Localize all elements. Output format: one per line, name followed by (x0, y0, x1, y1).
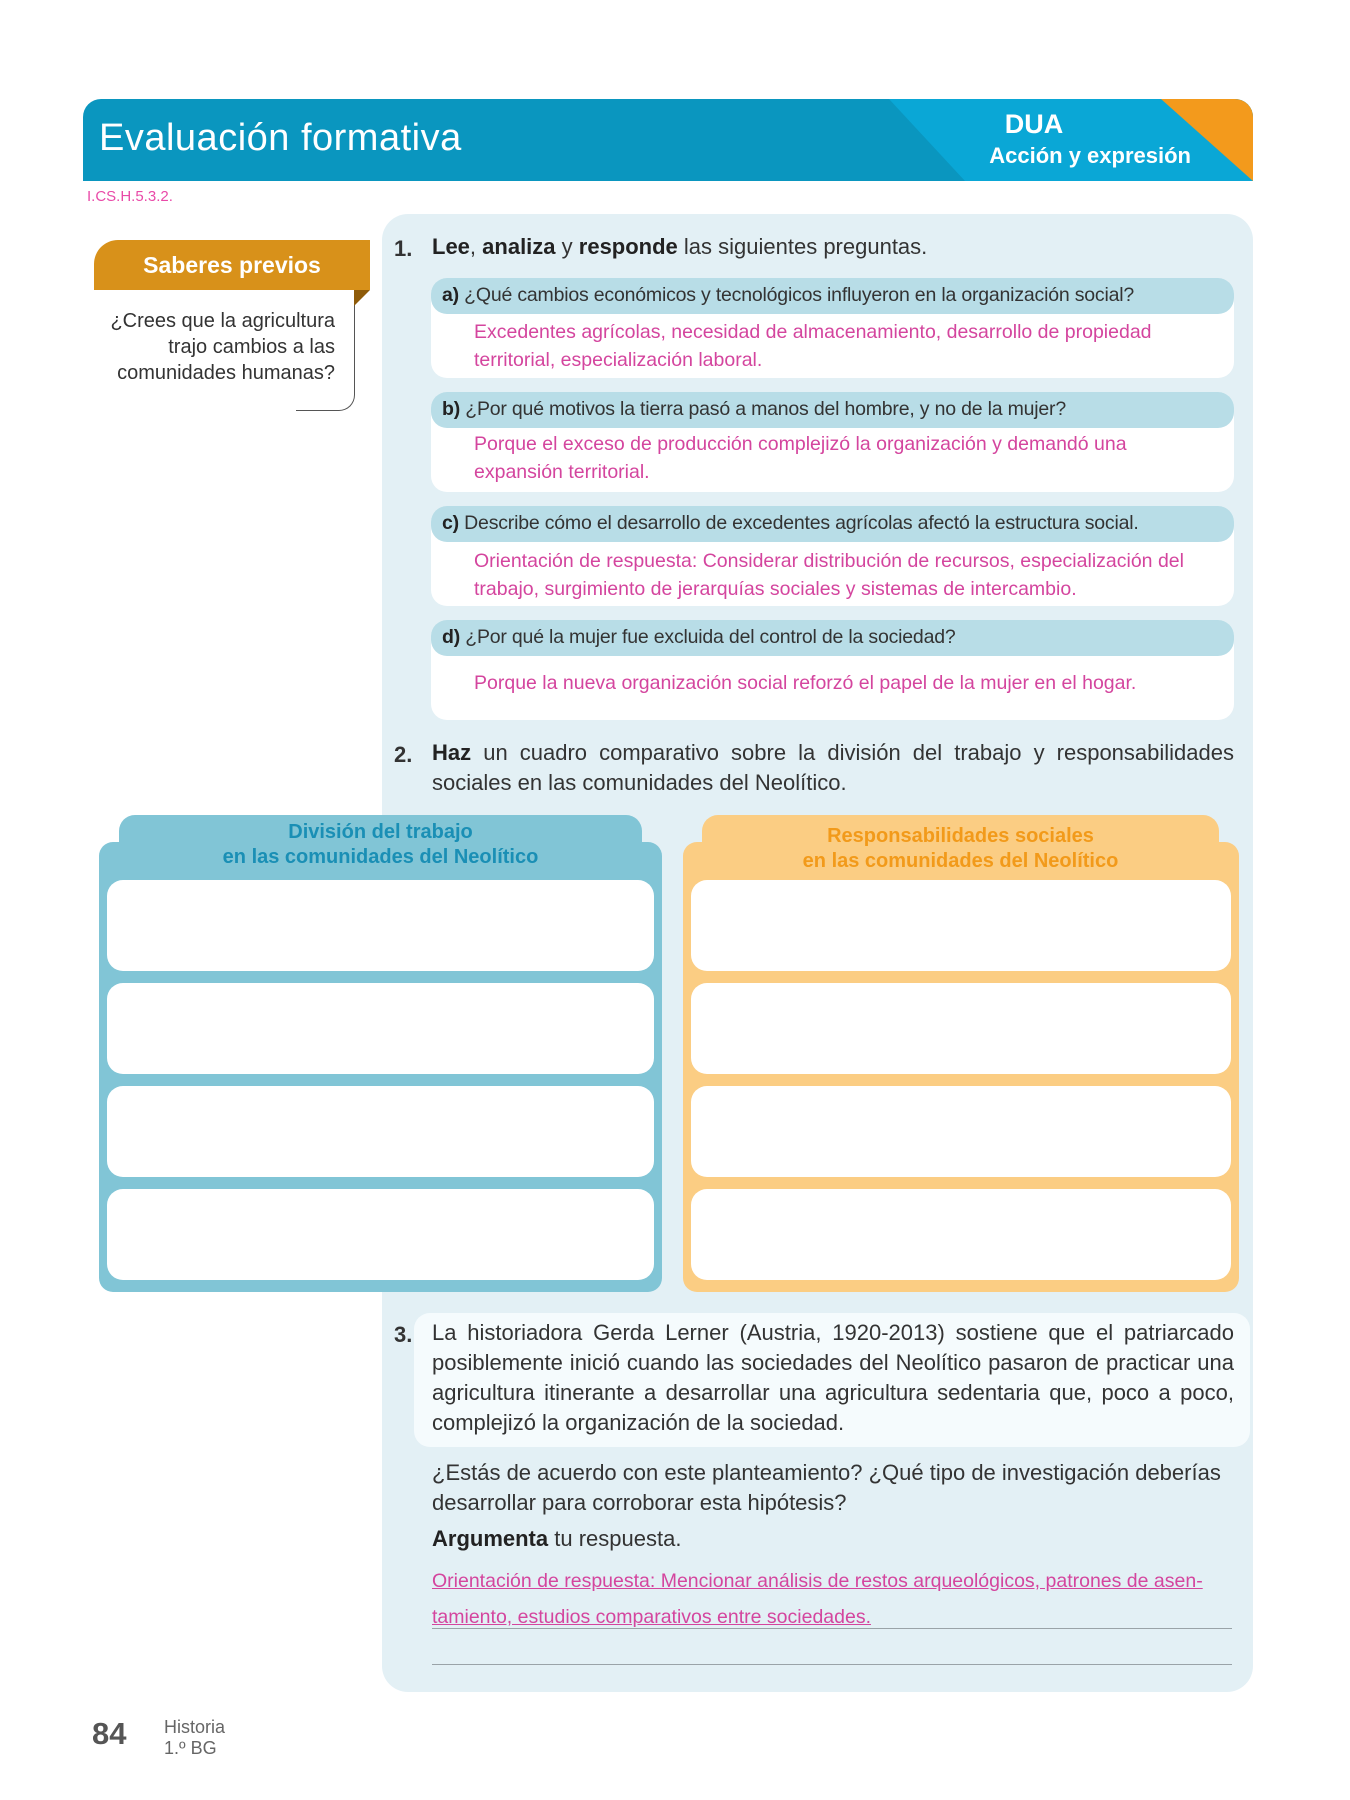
q1c-question (442, 512, 1139, 535)
table-left-header-line2: en las comunidades del Neolítico (222, 846, 539, 868)
q1-sep2: y (555, 234, 579, 259)
q3-verb-rest: tu respuesta. (548, 1526, 682, 1551)
table-right-cell-1[interactable] (691, 880, 1231, 971)
table-right-header-line1: Responsabilidades sociales (827, 825, 1094, 847)
table-left-cell-2[interactable] (107, 983, 654, 1074)
q1d-answer: Porque la nueva organización social reforzó el papel de la mujer en el hogar. (474, 672, 1137, 694)
table-right-header (702, 824, 1219, 874)
table-left-header (119, 820, 642, 870)
page-number: 84 (92, 1716, 127, 1751)
q1a-text: ¿Qué cambios económicos y tecnológicos influyeron en la organización social? (458, 284, 1135, 306)
q1b-answer: Porque el exceso de producción complejizó la organización y demandó una expansión territorial. (474, 433, 1127, 483)
saberes-question: ¿Crees que la agricultura trajo cambios a las comunidades humanas? (110, 310, 335, 384)
q1-verb-lee: Lee (432, 234, 470, 259)
footer-grade: 1.º BG (164, 1738, 217, 1758)
q1-verb-analiza: analiza (482, 234, 556, 259)
q1d-question (442, 626, 956, 649)
q1c-answer: Orientación de respuesta: Considerar distribución de recursos, especialización del trabajo, surgimiento de jerarquías sociales y sistemas de intercambio. (474, 550, 1184, 600)
q1-sep1: , (469, 234, 483, 259)
footer-subject (164, 1717, 225, 1759)
q3-quote: La historiadora Gerda Lerner (Austria, 1920-2013) sostiene que el patriarcado posiblemente inició cuando las sociedades del Neolítico pasaron de practicar una agricultura itinerante a desarrollar una agricultura sedentaria que, poco a poco, complejizó la organización de la sociedad. (432, 1320, 1234, 1435)
q1b-text: ¿Por qué motivos la tierra pasó a manos del hombre, y no de la mujer? (460, 398, 1066, 420)
page-header (83, 99, 1253, 181)
q3-answer-line1: Orientación de respuesta: Mencionar análisis de restos arqueológicos, patrones de asen- (432, 1570, 1203, 1592)
q1-instruction (432, 232, 1242, 262)
q1d-text: ¿Por qué la mujer fue excluida del control de la sociedad? (460, 626, 956, 648)
dua-title: DUA (1004, 109, 1064, 139)
q3-argumenta (432, 1524, 1234, 1554)
q1b-question (442, 398, 1066, 421)
q2-rest: un cuadro comparativo sobre la división del trabajo y responsabilidades sociales en las comunidades del Neolítico. (432, 740, 1234, 795)
q1d-letter: d) (442, 626, 461, 648)
q1a-question (442, 284, 1134, 307)
q3-verb: Argumenta (432, 1526, 549, 1551)
table-right-cell-3[interactable] (691, 1086, 1231, 1177)
q3-answer-line2: tamiento, estudios comparativos entre sociedades. (432, 1606, 871, 1628)
q3-prompt: ¿Estás de acuerdo con este planteamiento? ¿Qué tipo de investigación deberías desarrollar para corroborar esta hipótesis? (432, 1460, 1221, 1515)
q2-number: 2. (394, 742, 413, 767)
table-left-cell-4[interactable] (107, 1189, 654, 1280)
q2-verb: Haz (432, 740, 472, 765)
saberes-title: Saberes previos (143, 252, 321, 278)
q1-number: 1. (394, 236, 413, 261)
saberes-fold (354, 290, 370, 306)
q1c-letter: c) (442, 512, 459, 534)
indicator-code: I.CS.H.5.3.2. (87, 188, 173, 205)
dua-subtitle: Acción y expresión (989, 143, 1191, 168)
q3-number: 3. (394, 1322, 413, 1347)
q1-rest: las siguientes preguntas. (677, 234, 928, 259)
q3-write-line-2[interactable] (432, 1664, 1232, 1665)
table-left-header-line1: División del trabajo (288, 821, 473, 843)
table-right-cell-4[interactable] (691, 1189, 1231, 1280)
q3-write-line-1[interactable] (432, 1628, 1232, 1629)
q1a-letter: a) (442, 284, 459, 306)
q1b-letter: b) (442, 398, 461, 420)
q1-verb-responde: responde (578, 234, 678, 259)
table-left-cell-1[interactable] (107, 880, 654, 971)
table-right-header-line2: en las comunidades del Neolítico (802, 850, 1119, 872)
q1c-text: Describe cómo el desarrollo de excedentes agrícolas afectó la estructura social. (458, 512, 1139, 534)
q1a-answer: Excedentes agrícolas, necesidad de almacenamiento, desarrollo de propiedad territorial, especialización laboral. (474, 321, 1152, 371)
footer-subject-name: Historia (164, 1717, 226, 1737)
table-left-cell-3[interactable] (107, 1086, 654, 1177)
page-title: Evaluación formativa (99, 117, 462, 159)
q2-instruction (432, 738, 1234, 798)
table-right-cell-2[interactable] (691, 983, 1231, 1074)
